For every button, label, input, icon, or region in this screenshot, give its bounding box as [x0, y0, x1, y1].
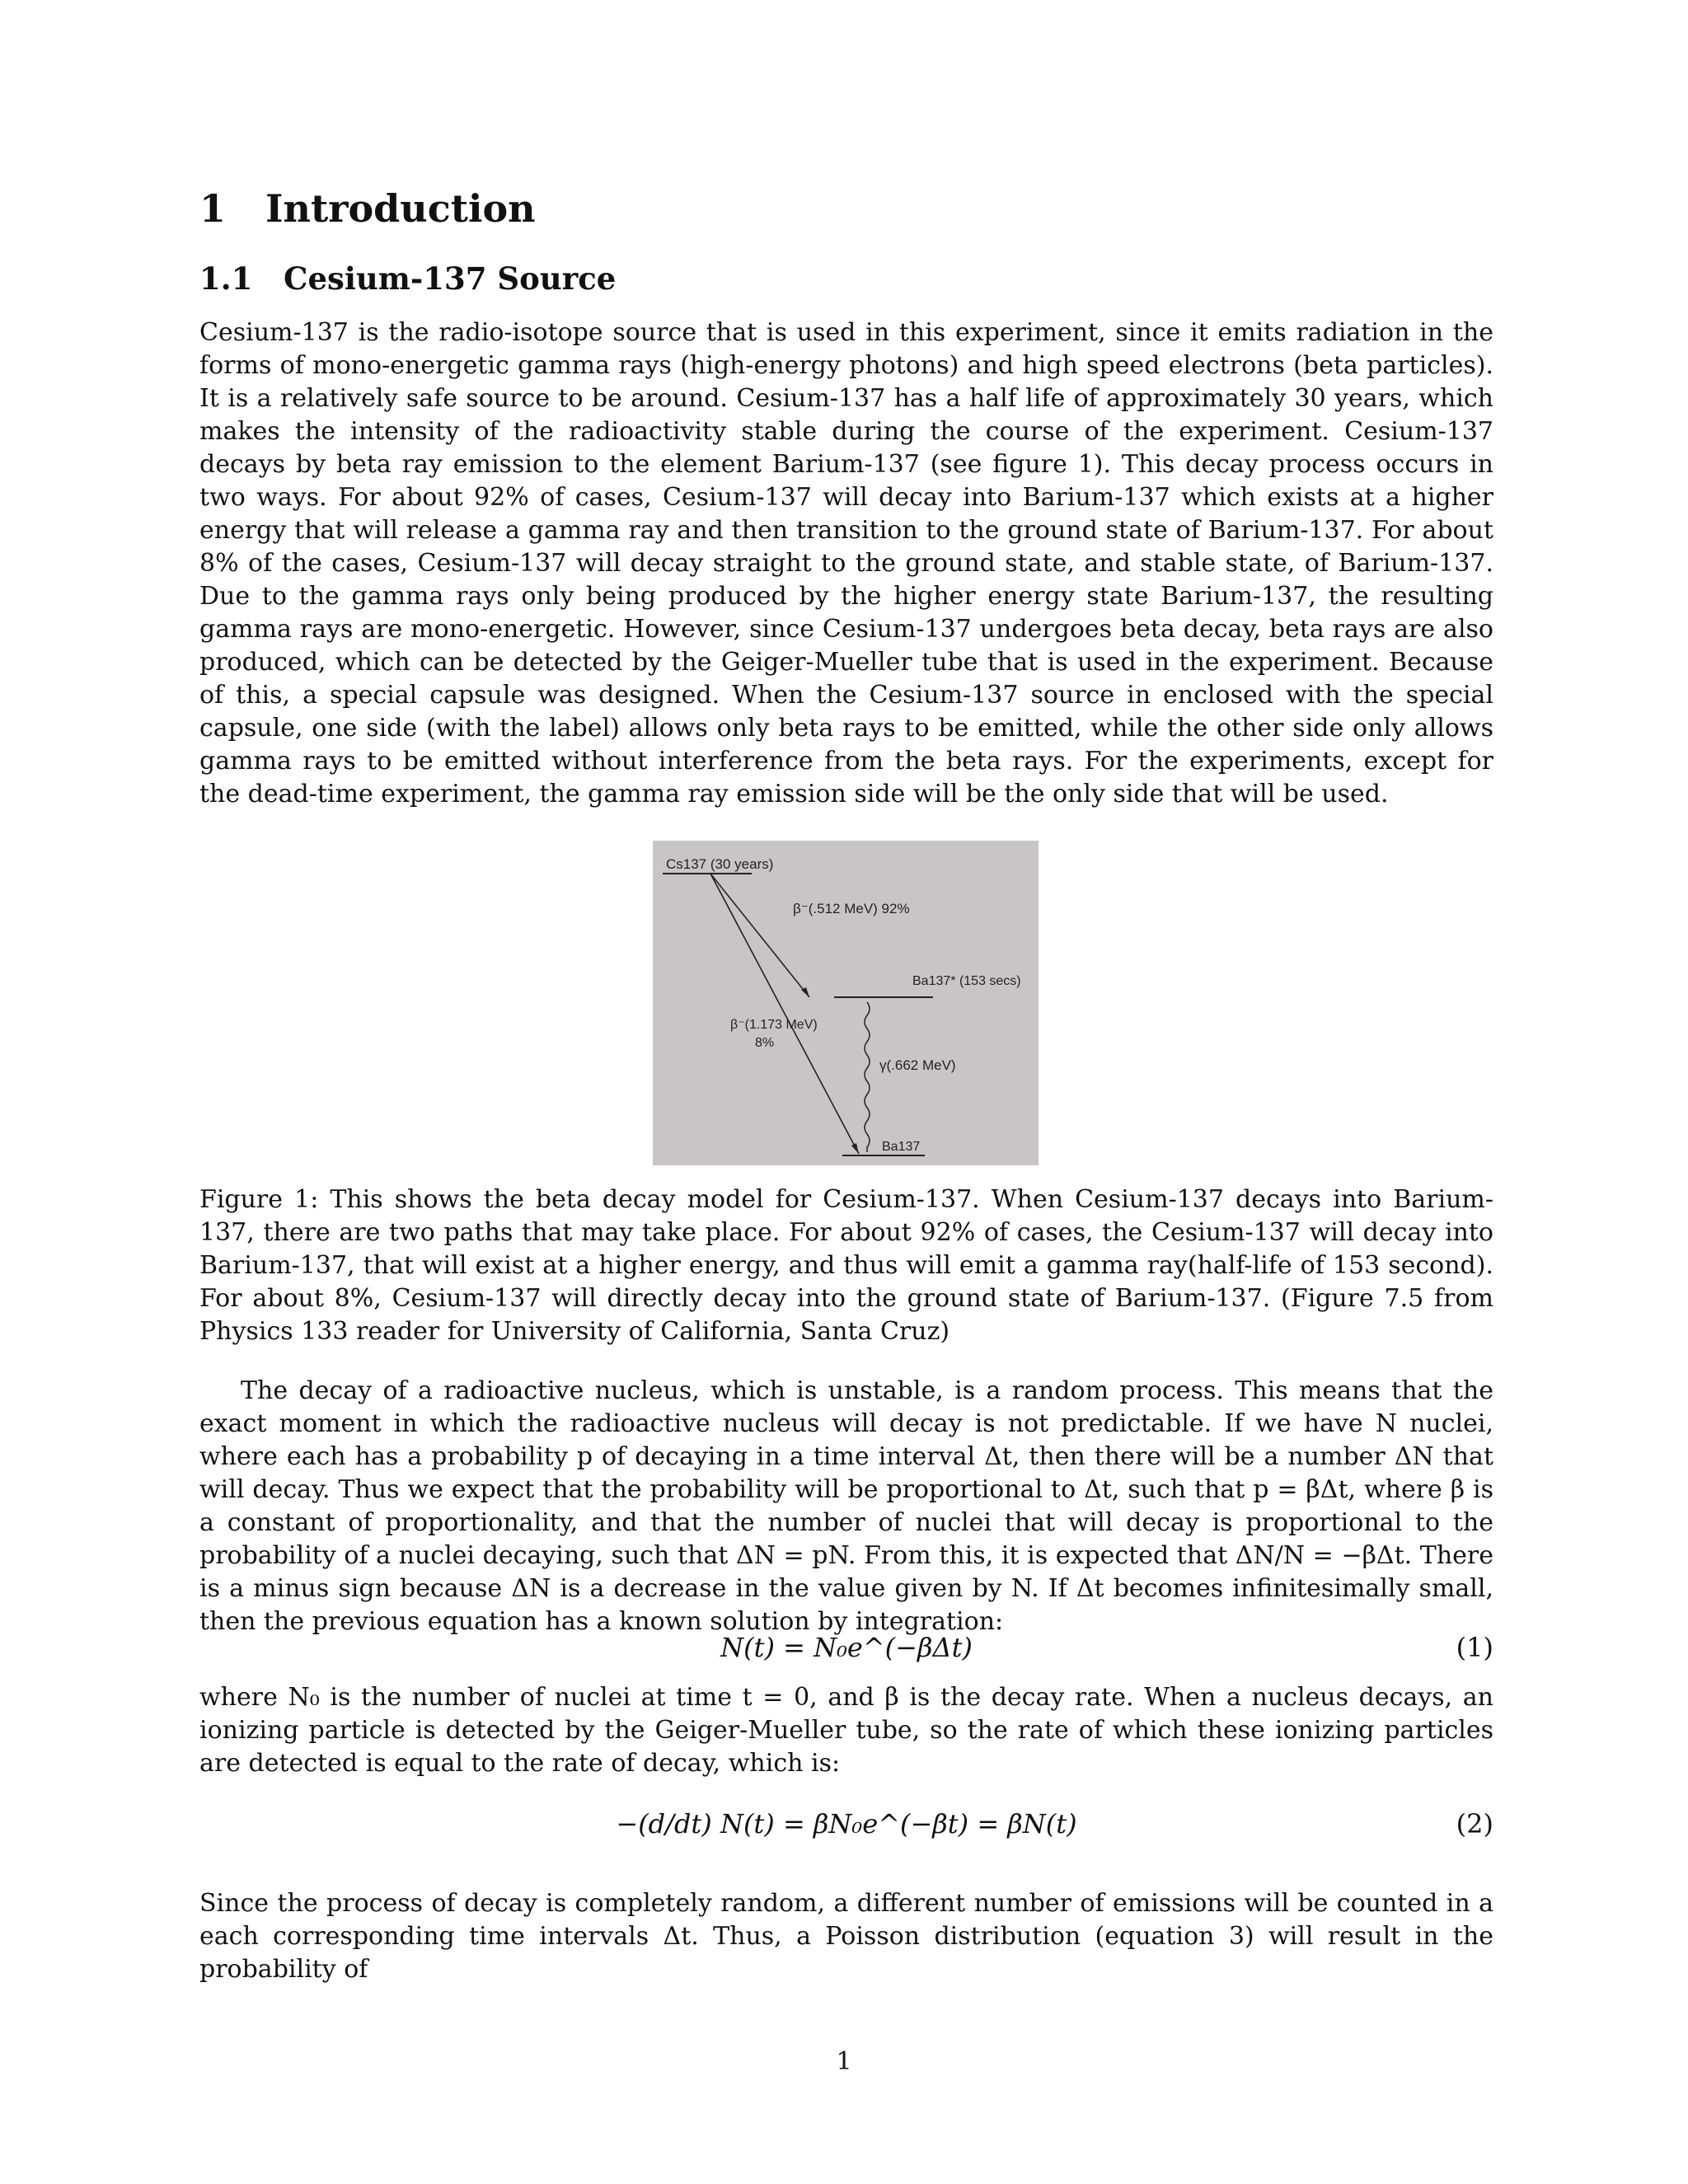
section-title: Introduction: [265, 186, 536, 231]
equation-1: [199, 1632, 1493, 1673]
equation-2-body: −(d/dt) N(t) = βN₀e^(−βt) = βN(t): [616, 1808, 1077, 1840]
section-heading: [199, 186, 536, 231]
gamma-ray-wave: [865, 1002, 870, 1152]
equation-2: [199, 1808, 1493, 1849]
cs-label: Cs137 (30 years): [666, 856, 774, 872]
beta-upper-label: β⁻(.512 MeV) 92%: [793, 901, 910, 916]
beta-upper-arrow: [710, 874, 809, 997]
beta-lower-label: β⁻(1.173 MeV): [730, 1018, 818, 1032]
ba-excited-label: Ba137* (153 secs): [912, 974, 1021, 988]
decay-diagram: [653, 841, 1039, 1165]
subsection-heading: [199, 260, 616, 297]
beta-lower-arrowhead: [851, 1143, 859, 1154]
beta-lower-percent: 8%: [755, 1036, 775, 1050]
figure-caption: Figure 1: This shows the beta decay model for Cesium-137. When Cesium-137 decays into Barium-137, there are two paths that may take place. For about 92% of cases, the Cesium-137 will decay into Barium-137, that will exist at a higher energy, and thus will emit a gamma ray(half-life of 153 second). For about 8%, Cesium-137 will directly decay into the ground state of Barium-137. (Figure 7.5 from Physics 133 reader for University of California, Santa Cruz): [199, 1185, 1493, 1346]
equation-1-tag: (1): [1456, 1632, 1493, 1663]
page-number: 1: [836, 2047, 852, 2076]
ba-ground-label: Ba137: [882, 1140, 921, 1154]
decay-paragraph: The decay of a radioactive nucleus, which is unstable, is a random process. This means that the exact moment in which the radioactive nucleus will decay is not predictable. If we have N nuclei, where each has a probability p of decaying in a time interval Δt, then there will be a number ΔN that will decay. Thus we expect that the probability will be proportional to Δt, such that p = βΔt, where β is a constant of proportionality, and that the number of nuclei that will decay is proportional to the probability of a nuclei decaying, such that ΔN = pN. From this, it is expected that ΔN/N = −βΔt. There is a minus sign because ΔN is a decrease in the value given by N. If Δt becomes infinitesimally small, then the previous equation has a known solution by integration:: [199, 1376, 1493, 1636]
intro-paragraph: Cesium-137 is the radio-isotope source that is used in this experiment, since it emits radiation in the forms of mono-energetic gamma rays (high-energy photons) and high speed electrons (beta particles). It is a relatively safe source to be around. Cesium-137 has a half life of approximately 30 years, which makes the intensity of the radioactivity stable during the course of the experiment. Cesium-137 decays by beta ray emission to the element Barium-137 (see figure 1). This decay process occurs in two ways. For about 92% of cases, Cesium-137 will decay into Barium-137 which exists at a higher energy that will release a gamma ray and then transition to the ground state of Barium-137. For about 8% of the cases, Cesium-137 will decay straight to the ground state, and stable state, of Barium-137. Due to the gamma rays only being produced by the higher energy state Barium-137, the resulting gamma rays are mono-energetic. However, since Cesium-137 undergoes beta decay, beta rays are also produced, which can be detected by the Geiger-Mueller tube that is used in the experiment. Because of this, a special capsule was designed. When the Cesium-137 source in enclosed with the special capsule, one side (with the label) allows only beta rays to be emitted, while the other side only allows gamma rays to be emitted without interference from the beta rays. For the experiments, except for the dead-time experiment, the gamma ray emission side will be the only side that will be used.: [199, 318, 1493, 808]
gamma-label: γ(.662 MeV): [879, 1057, 956, 1073]
section-number: 1: [199, 186, 227, 231]
poisson-paragraph: Since the process of decay is completely random, a different number of emissions will be counted in a each corresponding time intervals Δt. Thus, a Poisson distribution (equation 3) will result in the probability of: [199, 1889, 1493, 1984]
rate-paragraph: where N₀ is the number of nuclei at time t = 0, and β is the decay rate. When a nucleus decays, an ionizing particle is detected by the Geiger-Mueller tube, so the rate of which these ionizing particles are detected is equal to the rate of decay, which is:: [199, 1683, 1493, 1778]
equation-1-body: N(t) = N₀e^(−βΔt): [720, 1632, 973, 1663]
subsection-title: Cesium-137 Source: [284, 260, 617, 297]
subsection-number: 1.1: [199, 260, 253, 297]
decay-diagram-figure: [653, 841, 1039, 1165]
equation-2-tag: (2): [1456, 1808, 1493, 1840]
